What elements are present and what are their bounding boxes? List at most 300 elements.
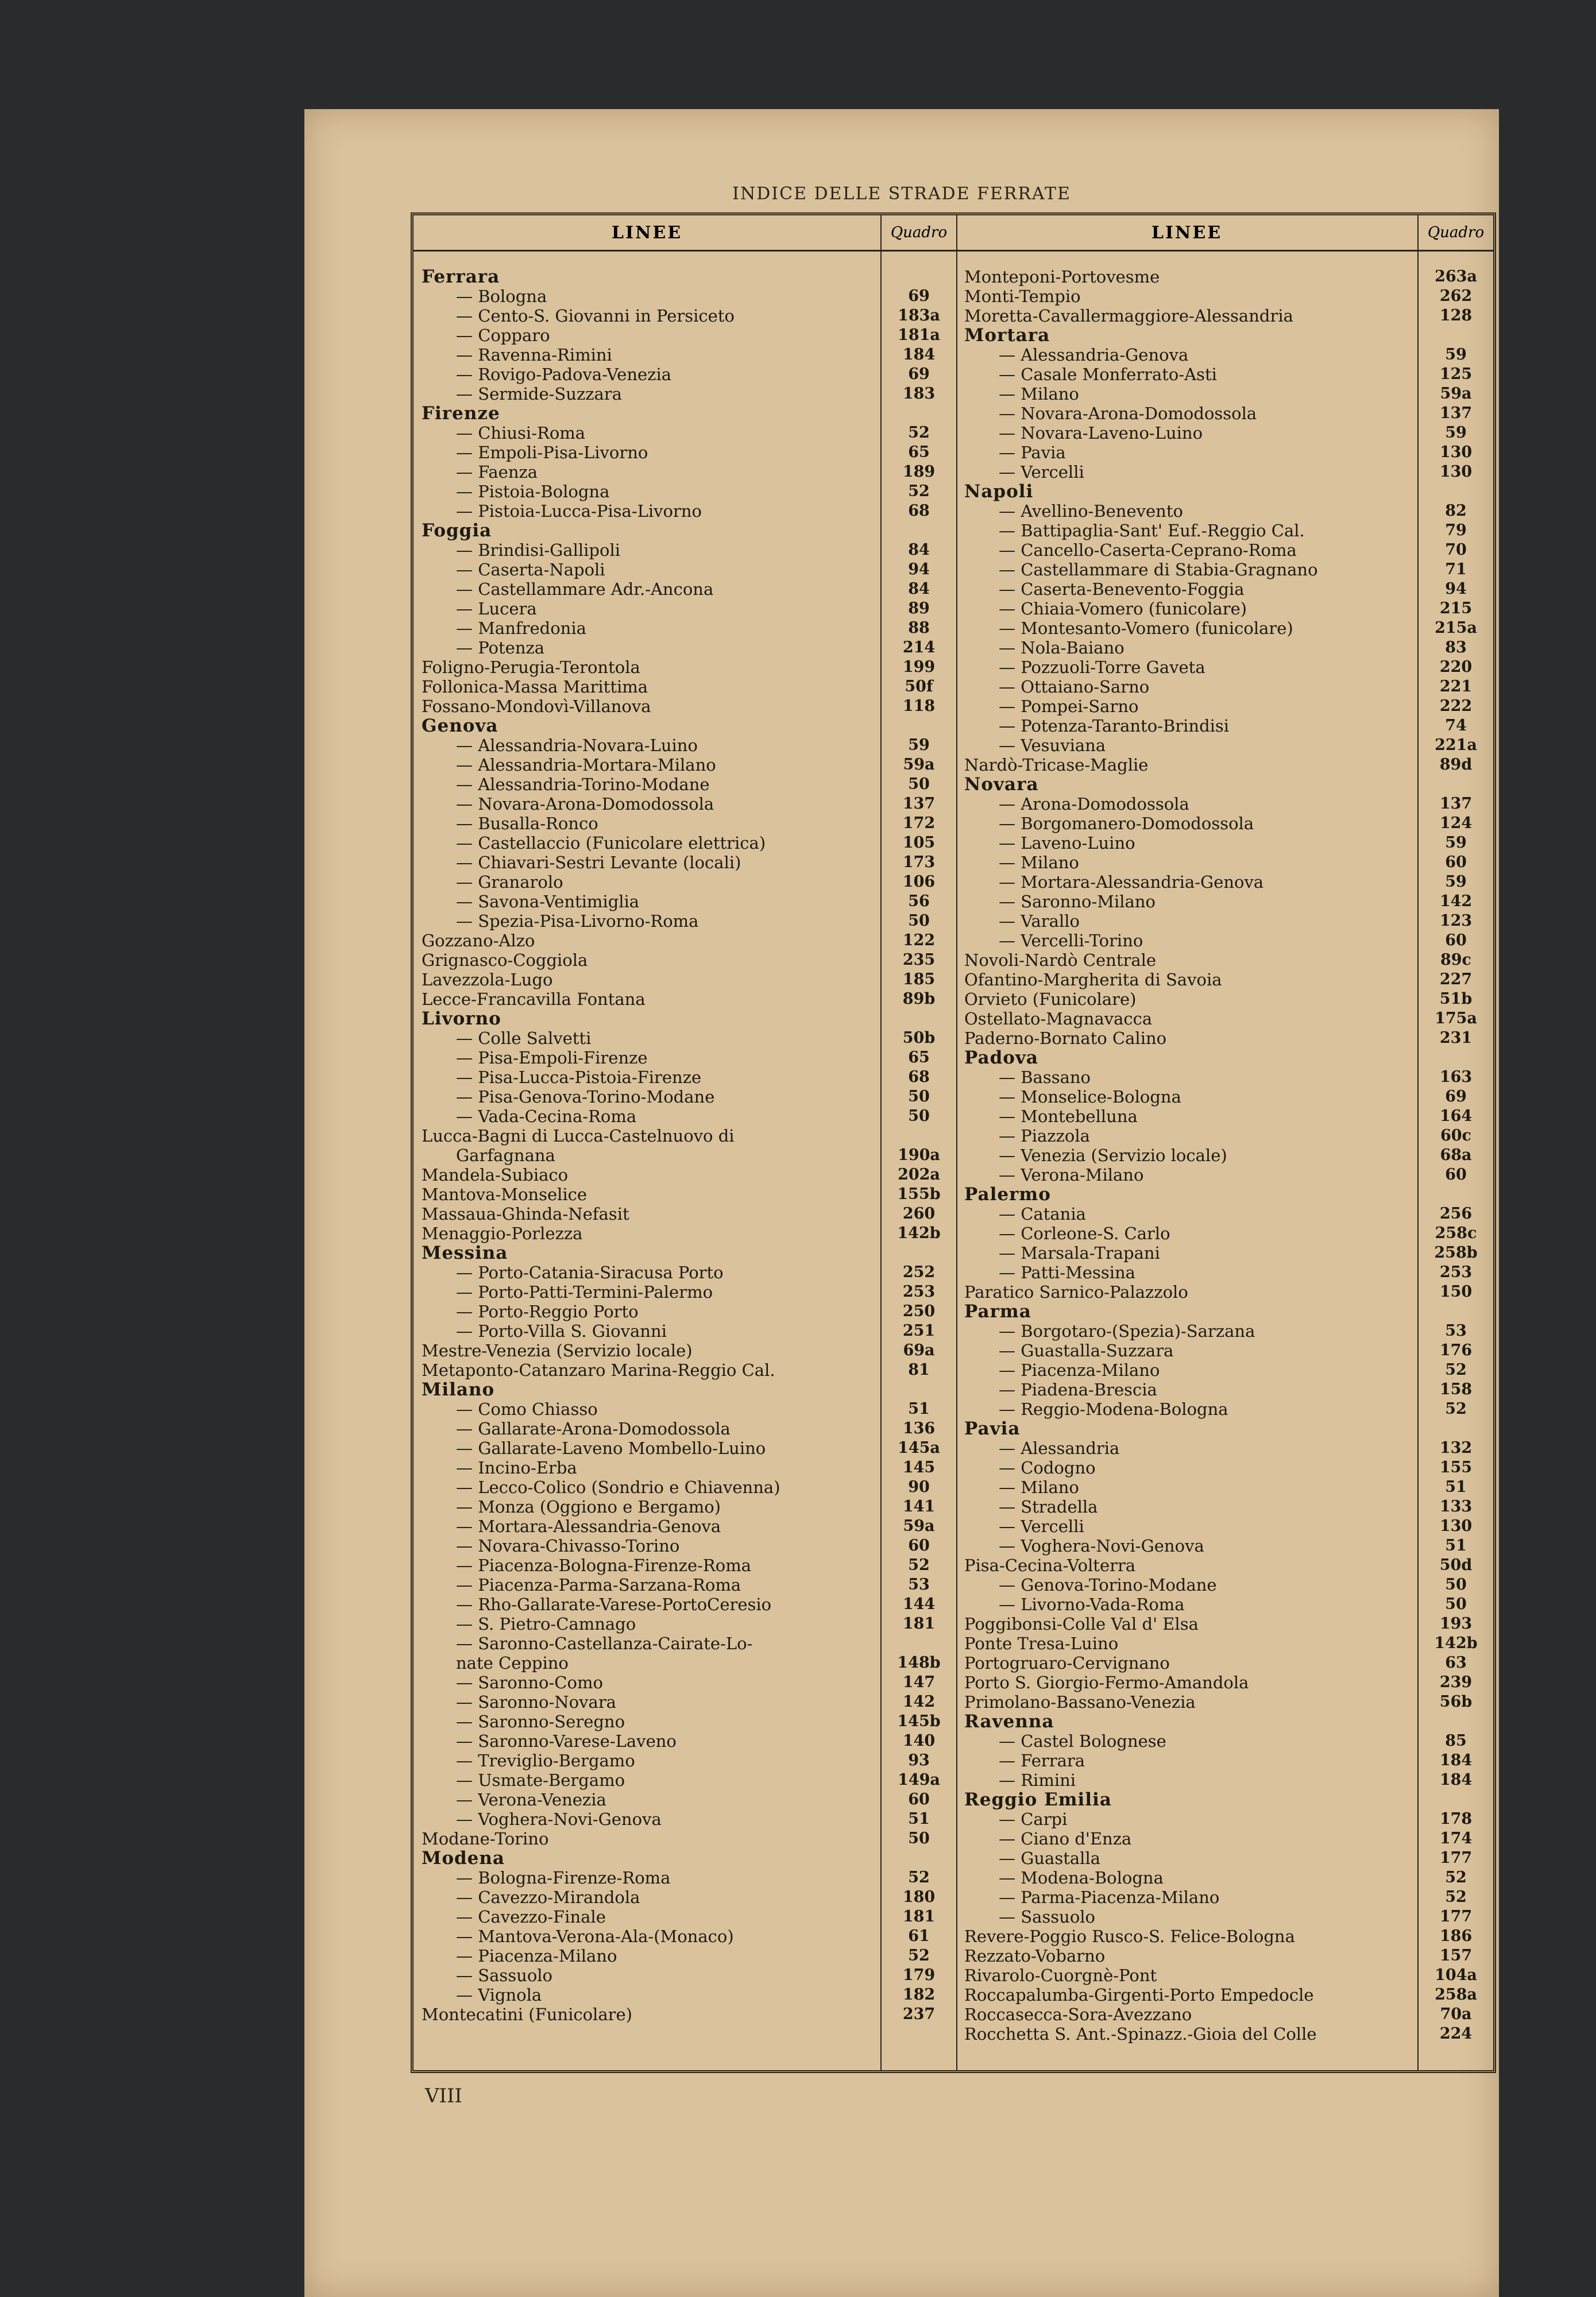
index-row (414, 1126, 956, 1146)
index-row (956, 1165, 1493, 1185)
quadro-number (882, 1126, 956, 1146)
line-name: — Vesuviana (999, 736, 1106, 755)
quadro-number: 176 (1439, 1341, 1473, 1359)
line-name: — Potenza (456, 638, 545, 658)
line-name: — Lucera (456, 599, 537, 618)
station-heading: Mortara (964, 326, 1050, 345)
quadro-number (882, 267, 956, 287)
index-row (414, 482, 956, 501)
line-name: — Venezia (Servizio locale) (999, 1146, 1227, 1165)
index-row (414, 658, 956, 677)
index-row (956, 443, 1493, 462)
index-row (956, 1146, 1493, 1165)
line-name: — Carpi (999, 1809, 1068, 1829)
line-name: — Nola-Baiano (999, 638, 1124, 658)
line-name: — Chiavari-Sestri Levante (locali) (456, 853, 741, 872)
index-row (956, 1556, 1493, 1575)
line-name: — Bologna (456, 287, 547, 306)
index-row (414, 1849, 956, 1868)
line-name: Pisa-Cecina-Volterra (964, 1556, 1136, 1575)
quadro-number: 181 (902, 1908, 936, 1925)
quadro-number: 128 (1439, 307, 1473, 324)
quadro-number: 184 (1439, 1751, 1473, 1769)
quadro-number: 145b (897, 1712, 941, 1730)
line-name: — S. Pietro-Camnago (456, 1614, 636, 1634)
quadro-number: 184 (1439, 1771, 1473, 1789)
quadro-number: 231 (1439, 1029, 1473, 1047)
line-name: — Saronno-Novara (456, 1692, 616, 1712)
index-row (956, 1263, 1493, 1282)
line-name: — Vada-Cecina-Roma (456, 1107, 637, 1126)
index-row (956, 1321, 1493, 1341)
index-row (414, 1946, 956, 1966)
index-row (414, 1770, 956, 1790)
index-row (414, 443, 956, 462)
index-row (414, 1087, 956, 1107)
line-name: — Porto-Catania-Siracusa Porto (456, 1263, 724, 1282)
line-name: Portogruaro-Cervignano (964, 1653, 1170, 1673)
quadro-number: 253 (1439, 1263, 1473, 1281)
quadro-number (882, 1634, 956, 1653)
quadro-number: 199 (902, 658, 936, 676)
index-row (956, 950, 1493, 970)
quadro-number: 59 (1445, 424, 1467, 442)
index-row (414, 1517, 956, 1536)
index-row (414, 1009, 956, 1028)
station-heading: Ravenna (964, 1712, 1054, 1731)
quadro-number: 105 (902, 834, 936, 852)
quadro-number: 94 (908, 560, 930, 578)
line-name: — Rovigo-Padova-Venezia (456, 365, 672, 384)
station-heading: Messina (422, 1243, 508, 1263)
line-name: — Catania (999, 1204, 1086, 1224)
index-row (414, 560, 956, 579)
line-name: — Brindisi-Gallipoli (456, 540, 620, 560)
line-name: — Monselice-Bologna (999, 1087, 1181, 1107)
index-row (956, 560, 1493, 579)
line-name: — Novara-Chivasso-Torino (456, 1536, 680, 1556)
quadro-number (882, 521, 956, 540)
line-name: — Alessandria-Torino-Modane (456, 775, 710, 794)
line-name: — Pisa-Lucca-Pistoia-Firenze (456, 1068, 702, 1087)
index-row (956, 1809, 1493, 1829)
line-name: Lucca-Bagni di Lucca-Castelnuovo di (422, 1126, 735, 1146)
quadro-number: 227 (1439, 970, 1473, 988)
line-name: — Vignola (456, 1985, 542, 2005)
index-row (414, 872, 956, 892)
quadro-number: 256 (1439, 1205, 1473, 1223)
line-name: — Pompei-Sarno (999, 697, 1139, 716)
index-row (414, 1966, 956, 1985)
right-column (956, 215, 1493, 2070)
quadro-number: 144 (902, 1595, 936, 1613)
line-name: — Piacenza-Milano (999, 1360, 1160, 1380)
quadro-number: 51 (908, 1810, 930, 1828)
quadro-number: 262 (1439, 287, 1473, 305)
line-name: — Chiusi-Roma (456, 423, 586, 443)
quadro-number (1419, 1185, 1493, 1204)
line-name: — Incino-Erba (456, 1458, 577, 1478)
index-row (956, 1126, 1493, 1146)
line-name: — Novara-Arona-Domodossola (999, 404, 1257, 423)
line-name: — Milano (999, 853, 1079, 872)
quadro-number: 136 (902, 1420, 936, 1437)
quadro-number: 52 (1445, 1361, 1467, 1379)
index-row (414, 423, 956, 443)
quadro-number: 258c (1435, 1224, 1477, 1242)
line-name: Roccapalumba-Girgenti-Porto Empedocle (964, 1985, 1314, 2005)
index-row (956, 2005, 1493, 2024)
index-row (956, 1790, 1493, 1809)
index-row (414, 501, 956, 521)
quadro-number (1419, 1712, 1493, 1731)
quadro-number: 137 (902, 795, 936, 813)
index-row (414, 1321, 956, 1341)
index-row (956, 1517, 1493, 1536)
quadro-number: 56 (908, 892, 930, 910)
index-row (956, 404, 1493, 423)
index-row (956, 1282, 1493, 1302)
line-name: — Sassuolo (999, 1907, 1096, 1927)
line-name: — Pavia (999, 443, 1066, 462)
quadro-number: 220 (1439, 658, 1473, 676)
station-heading: Napoli (964, 482, 1034, 501)
line-name: Ostellato-Magnavacca (964, 1009, 1153, 1028)
left-rows (414, 267, 956, 2024)
index-row (414, 1907, 956, 1927)
line-name: Rezzato-Vobarno (964, 1946, 1106, 1966)
quadro-number (882, 1009, 956, 1028)
line-name: Menaggio-Porlezza (422, 1224, 583, 1243)
index-row (414, 287, 956, 306)
quadro-number (1419, 326, 1493, 345)
line-name: — Mantova-Verona-Ala-(Monaco) (456, 1927, 734, 1946)
line-name: — Colle Salvetti (456, 1028, 592, 1048)
quadro-header: Quadro (880, 215, 956, 250)
index-row (956, 599, 1493, 618)
line-name: Revere-Poggio Rusco-S. Felice-Bologna (964, 1927, 1295, 1946)
index-row (414, 384, 956, 404)
quadro-number: 84 (908, 580, 930, 598)
quadro-number: 52 (908, 424, 930, 442)
index-row (956, 1946, 1493, 1966)
line-name: — Rimini (999, 1770, 1076, 1790)
index-row (956, 970, 1493, 989)
line-name: Porto S. Giorgio-Fermo-Amandola (964, 1673, 1249, 1692)
line-name: — Piadena-Brescia (999, 1380, 1157, 1399)
index-row (414, 1751, 956, 1770)
station-heading: Foggia (422, 521, 492, 540)
quadro-number: 60 (1445, 853, 1467, 871)
index-row (956, 1927, 1493, 1946)
quadro-number: 182 (902, 1986, 936, 2004)
quadro-number: 215a (1435, 619, 1477, 637)
quadro-number: 52 (908, 1556, 930, 1574)
quadro-number: 84 (908, 541, 930, 559)
index-row (956, 2024, 1493, 2044)
line-name: — Alessandria-Novara-Luino (456, 736, 698, 755)
index-row (414, 970, 956, 989)
line-name: nate Ceppino (456, 1653, 569, 1673)
quadro-number (882, 1849, 956, 1868)
quadro-number: 50 (908, 1830, 930, 1847)
index-row (956, 1673, 1493, 1692)
quadro-number: 65 (908, 1049, 930, 1066)
index-row (956, 1087, 1493, 1107)
index-row (414, 1692, 956, 1712)
index-row (414, 1575, 956, 1595)
line-name: — Caserta-Benevento-Foggia (999, 579, 1245, 599)
index-row (956, 462, 1493, 482)
index-row (414, 853, 956, 872)
line-name: — Borgomanero-Domodossola (999, 814, 1254, 833)
index-row (956, 989, 1493, 1009)
index-row (414, 716, 956, 736)
index-row (956, 482, 1493, 501)
index-row (956, 423, 1493, 443)
index-row (956, 872, 1493, 892)
line-name: — Porto-Reggio Porto (456, 1302, 639, 1321)
index-row (956, 697, 1493, 716)
index-row (414, 1790, 956, 1809)
quadro-number: 53 (1445, 1322, 1467, 1340)
index-row (414, 267, 956, 287)
quadro-number: 93 (908, 1751, 930, 1769)
quadro-number: 150 (1439, 1283, 1473, 1301)
index-row (414, 989, 956, 1009)
index-row (414, 1341, 956, 1360)
index-row (956, 736, 1493, 755)
index-row (414, 814, 956, 833)
quadro-number: 142b (897, 1224, 941, 1242)
index-row (414, 911, 956, 931)
quadro-number: 85 (1445, 1732, 1467, 1750)
line-name: — Piacenza-Parma-Sarzana-Roma (456, 1575, 741, 1595)
quadro-number: 193 (1439, 1615, 1473, 1633)
quadro-number: 88 (908, 619, 930, 637)
line-name: Paderno-Bornato Calino (964, 1028, 1167, 1048)
linee-header: LINEE (1151, 222, 1223, 243)
index-row (956, 1692, 1493, 1712)
line-name: — Saronno-Varese-Laveno (456, 1731, 677, 1751)
line-name: Monti-Tempio (964, 287, 1081, 306)
line-name: — Casale Monferrato-Asti (999, 365, 1217, 384)
index-row (414, 1165, 956, 1185)
line-name: — Varallo (999, 911, 1080, 931)
index-row (414, 1458, 956, 1478)
line-name: Foligno-Perugia-Terontola (422, 658, 640, 677)
index-row (414, 950, 956, 970)
quadro-number: 52 (908, 1869, 930, 1886)
line-name: — Alessandria-Mortara-Milano (456, 755, 716, 775)
quadro-number: 79 (1445, 521, 1467, 539)
line-name: — Voghera-Novi-Genova (999, 1536, 1204, 1556)
station-heading: Modena (422, 1849, 505, 1868)
line-name: — Castellammare Adr.-Ancona (456, 579, 714, 599)
quadro-number: 177 (1439, 1908, 1473, 1925)
index-row (414, 1243, 956, 1263)
index-row (414, 462, 956, 482)
quadro-number: 155 (1439, 1459, 1473, 1476)
quadro-number: 155b (897, 1185, 941, 1203)
index-row (956, 638, 1493, 658)
line-name: — Patti-Messina (999, 1263, 1135, 1282)
line-name: Massaua-Ghinda-Nefasit (422, 1204, 629, 1224)
index-row (956, 833, 1493, 853)
line-name: — Vercelli (999, 1517, 1084, 1536)
line-name: — Modena-Bologna (999, 1868, 1164, 1888)
quadro-number: 59a (1440, 385, 1472, 403)
index-row (956, 1829, 1493, 1849)
line-name: — Stradella (999, 1497, 1098, 1517)
index-row (956, 1497, 1493, 1517)
quadro-number: 56b (1439, 1693, 1473, 1711)
quadro-number: 260 (902, 1205, 936, 1223)
quadro-number: 60 (1445, 1166, 1467, 1184)
quadro-number: 50f (905, 678, 933, 695)
line-name: — Savona-Ventimiglia (456, 892, 640, 911)
station-heading: Livorno (422, 1009, 501, 1028)
line-name: — Saronno-Como (456, 1673, 603, 1692)
quadro-number: 221a (1435, 736, 1477, 754)
quadro-number: 222 (1439, 697, 1473, 715)
index-row (414, 892, 956, 911)
quadro-number: 50 (908, 1088, 930, 1105)
line-name: — Ferrara (999, 1751, 1085, 1770)
line-name: — Montebelluna (999, 1107, 1138, 1126)
index-row (956, 1048, 1493, 1068)
quadro-number: 59 (1445, 834, 1467, 852)
index-row (956, 1575, 1493, 1595)
index-row (414, 599, 956, 618)
index-row (414, 1438, 956, 1458)
line-name: Gozzano-Alzo (422, 931, 535, 950)
quadro-number: 68a (1440, 1146, 1472, 1164)
index-row (956, 1478, 1493, 1497)
line-name: — Spezia-Pisa-Livorno-Roma (456, 911, 699, 931)
index-row (956, 853, 1493, 872)
line-name: — Usmate-Bergamo (456, 1770, 625, 1790)
line-name: Nardò-Tricase-Maglie (964, 755, 1149, 775)
quadro-number (882, 716, 956, 736)
quadro-number: 235 (902, 951, 936, 969)
station-heading: Novara (964, 775, 1039, 794)
index-row (414, 1360, 956, 1380)
line-name: — Ciano d'Enza (999, 1829, 1132, 1849)
station-heading: Pavia (964, 1419, 1021, 1438)
line-name: Monteponi-Portovesme (964, 267, 1160, 287)
index-row (956, 658, 1493, 677)
index-row (956, 1107, 1493, 1126)
quadro-number: 90 (908, 1478, 930, 1496)
index-row (956, 345, 1493, 365)
index-row (414, 697, 956, 716)
index-row (414, 579, 956, 599)
line-name: Mantova-Monselice (422, 1185, 588, 1204)
index-table (411, 212, 1496, 2073)
line-name: — Saronno-Castellanza-Cairate-Lo- (456, 1634, 753, 1653)
index-row (414, 1556, 956, 1575)
line-name: Garfagnana (456, 1146, 555, 1165)
line-name: Mestre-Venezia (Servizio locale) (422, 1341, 693, 1360)
quadro-header: Quadro (1417, 215, 1493, 250)
quadro-number: 50 (1445, 1595, 1467, 1613)
line-name: — Verona-Venezia (456, 1790, 606, 1809)
quadro-number: 50b (902, 1029, 936, 1047)
line-name: Modane-Torino (422, 1829, 549, 1849)
index-row (956, 1185, 1493, 1204)
line-name: — Lecco-Colico (Sondrio e Chiavenna) (456, 1478, 780, 1497)
line-name: — Granarolo (456, 872, 563, 892)
line-name: — Pistoia-Bologna (456, 482, 610, 501)
line-name: Ponte Tresa-Luino (964, 1634, 1119, 1653)
quadro-number (882, 1380, 956, 1399)
index-row (956, 1068, 1493, 1087)
quadro-number: 145 (902, 1459, 936, 1476)
quadro-number: 59a (903, 756, 935, 774)
line-name: Metaponto-Catanzaro Marina-Reggio Cal. (422, 1360, 775, 1380)
line-name: — Rho-Gallarate-Varese-PortoCeresio (456, 1595, 772, 1614)
index-row (414, 1282, 956, 1302)
quadro-number: 130 (1439, 1517, 1473, 1535)
line-name: Orvieto (Funicolare) (964, 989, 1137, 1009)
quadro-number: 60 (908, 1537, 930, 1554)
quadro-number: 69a (903, 1341, 935, 1359)
line-name: Lavezzola-Lugo (422, 970, 553, 989)
line-name: — Saronno-Milano (999, 892, 1156, 911)
left-column-header (414, 215, 956, 252)
line-name: — Copparo (456, 326, 550, 345)
quadro-number: 215 (1439, 600, 1473, 617)
line-name: Poggibonsi-Colle Val d' Elsa (964, 1614, 1199, 1634)
line-name: — Pisa-Empoli-Firenze (456, 1048, 648, 1068)
quadro-number: 50 (1445, 1576, 1467, 1594)
line-name: — Verona-Milano (999, 1165, 1144, 1185)
quadro-number: 184 (902, 346, 936, 364)
index-row (956, 1614, 1493, 1634)
line-name: — Empoli-Pisa-Livorno (456, 443, 648, 462)
line-name: — Montesanto-Vomero (funicolare) (999, 618, 1293, 638)
quadro-number: 59a (903, 1517, 935, 1535)
station-heading: Parma (964, 1302, 1031, 1321)
quadro-number: 214 (902, 639, 936, 656)
index-row (414, 1419, 956, 1438)
quadro-number (882, 404, 956, 423)
station-heading: Genova (422, 716, 498, 736)
index-row (414, 540, 956, 560)
line-name: — Piacenza-Bologna-Firenze-Roma (456, 1556, 751, 1575)
index-row (956, 1634, 1493, 1653)
line-name: — Ravenna-Rimini (456, 345, 612, 365)
line-name: — Potenza-Taranto-Brindisi (999, 716, 1230, 736)
index-row (956, 1888, 1493, 1907)
page-title: INDICE DELLE STRADE FERRATE (732, 184, 1071, 204)
station-heading: Ferrara (422, 267, 500, 287)
index-row (956, 1653, 1493, 1673)
line-name: — Sermide-Suzzara (456, 384, 622, 404)
line-name: — Porto-Patti-Termini-Palermo (456, 1282, 713, 1302)
quadro-number: 69 (908, 365, 930, 383)
line-name: Fossano-Mondovì-Villanova (422, 697, 651, 716)
line-name: — Borgotaro-(Spezia)-Sarzana (999, 1321, 1255, 1341)
index-row (956, 1302, 1493, 1321)
quadro-number: 258b (1434, 1244, 1478, 1262)
index-row (414, 1595, 956, 1614)
quadro-number: 148b (897, 1654, 941, 1672)
line-name: — Sassuolo (456, 1966, 553, 1985)
line-name: — Bologna-Firenze-Roma (456, 1868, 671, 1888)
line-name: — Castellaccio (Funicolare elettrica) (456, 833, 766, 853)
